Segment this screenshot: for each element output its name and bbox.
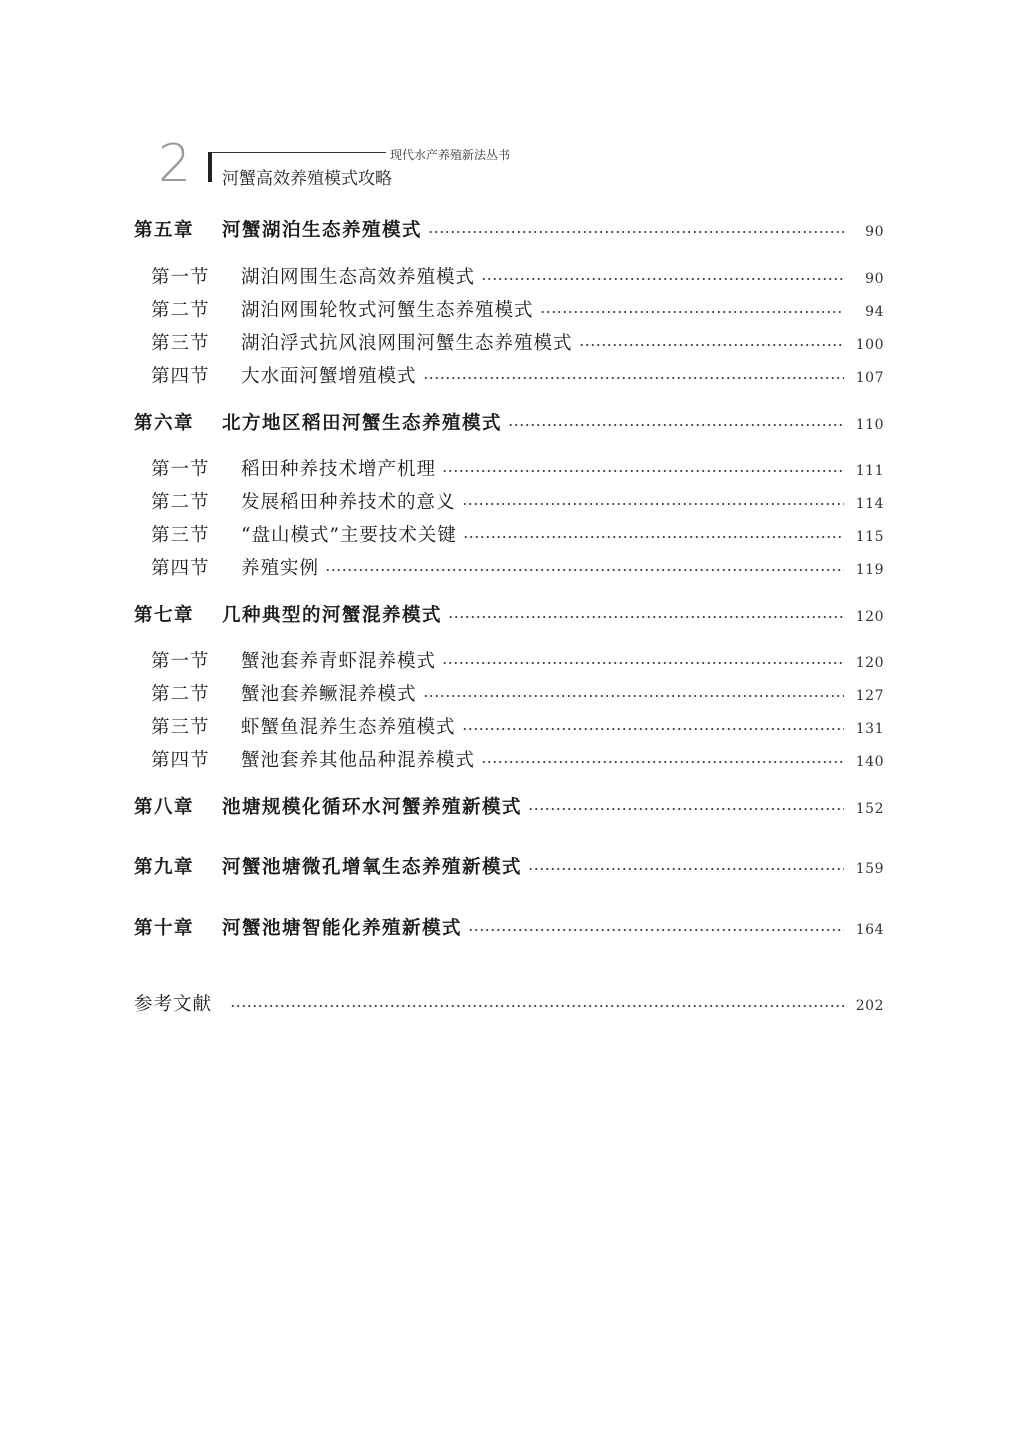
section-title: 蟹池套养青虾混养模式 bbox=[241, 651, 437, 672]
chapter-number: 第八章 bbox=[134, 797, 195, 818]
references-title: 参考文献 bbox=[134, 994, 213, 1015]
page-ref: 127 bbox=[855, 688, 884, 704]
toc-chapter-8[interactable] bbox=[134, 794, 884, 822]
chapter-number: 第五章 bbox=[134, 220, 195, 241]
section-number: 第四节 bbox=[151, 366, 210, 387]
chapter-title: 北方地区稻田河蟹生态养殖模式 bbox=[222, 413, 503, 434]
page-ref: 115 bbox=[855, 529, 884, 545]
section-number: 第三节 bbox=[151, 525, 210, 546]
toc-section-6-3[interactable] bbox=[134, 522, 884, 550]
section-number: 第一节 bbox=[151, 651, 210, 672]
dot-leader bbox=[528, 805, 844, 813]
dot-leader bbox=[448, 613, 844, 621]
dot-leader bbox=[428, 228, 844, 236]
book-title: 河蟹高效养殖模式攻略 bbox=[222, 169, 392, 189]
dot-leader bbox=[230, 1002, 844, 1010]
toc-chapter-6[interactable] bbox=[134, 410, 884, 438]
dot-leader bbox=[579, 341, 844, 349]
page-ref: 110 bbox=[855, 417, 884, 433]
section-number: 第一节 bbox=[151, 459, 210, 480]
section-number: 第二节 bbox=[151, 684, 210, 705]
section-title: 稻田种养技术增产机理 bbox=[241, 459, 437, 480]
chapter-title: 池塘规模化循环水河蟹养殖新模式 bbox=[222, 797, 523, 818]
dot-leader bbox=[540, 308, 844, 316]
page-ref: 90 bbox=[865, 224, 884, 240]
toc-section-6-4[interactable] bbox=[134, 555, 884, 583]
dot-leader bbox=[442, 467, 844, 475]
dot-leader bbox=[528, 865, 844, 873]
page-ref: 164 bbox=[855, 922, 884, 938]
section-title: “盘山模式”主要技术关键 bbox=[241, 525, 457, 546]
toc-section-7-2[interactable] bbox=[134, 681, 884, 709]
toc-chapter-9[interactable] bbox=[134, 854, 884, 882]
dot-leader bbox=[463, 533, 844, 541]
dot-leader bbox=[468, 926, 844, 934]
chapter-number: 第七章 bbox=[134, 605, 195, 626]
dot-leader bbox=[481, 275, 844, 283]
page-number: 2 bbox=[158, 134, 192, 194]
page-ref: 114 bbox=[855, 496, 884, 512]
page-ref: 119 bbox=[855, 562, 884, 578]
dot-leader bbox=[462, 500, 844, 508]
toc-chapter-10[interactable] bbox=[134, 915, 884, 943]
chapter-title: 河蟹湖泊生态养殖模式 bbox=[222, 220, 423, 241]
dot-leader bbox=[508, 421, 844, 429]
toc-section-6-2[interactable] bbox=[134, 489, 884, 517]
toc-chapter-5[interactable] bbox=[134, 217, 884, 245]
section-title: 养殖实例 bbox=[241, 558, 320, 579]
section-number: 第二节 bbox=[151, 300, 210, 321]
section-title: 湖泊网围生态高效养殖模式 bbox=[241, 267, 476, 288]
section-number: 第四节 bbox=[151, 558, 210, 579]
toc-references[interactable] bbox=[134, 991, 884, 1019]
page-ref: 120 bbox=[855, 609, 884, 625]
dot-leader bbox=[423, 692, 844, 700]
dot-leader bbox=[462, 725, 844, 733]
toc-section-6-1[interactable] bbox=[134, 456, 884, 484]
section-title: 发展稻田种养技术的意义 bbox=[241, 492, 456, 513]
page-ref: 107 bbox=[855, 370, 884, 386]
section-title: 虾蟹鱼混养生态养殖模式 bbox=[241, 717, 456, 738]
toc-section-7-4[interactable] bbox=[134, 747, 884, 775]
section-number: 第三节 bbox=[151, 717, 210, 738]
page-ref: 90 bbox=[865, 271, 884, 287]
section-title: 湖泊浮式抗风浪网围河蟹生态养殖模式 bbox=[241, 333, 573, 354]
chapter-number: 第十章 bbox=[134, 918, 195, 939]
dot-leader bbox=[442, 659, 844, 667]
toc-section-5-3[interactable] bbox=[134, 330, 884, 358]
page-ref: 100 bbox=[855, 337, 884, 353]
series-title: 现代水产养殖新法丛书 bbox=[386, 146, 510, 163]
page-ref: 152 bbox=[855, 801, 884, 817]
dot-leader bbox=[325, 566, 844, 574]
section-number: 第四节 bbox=[151, 750, 210, 771]
section-title: 大水面河蟹增殖模式 bbox=[241, 366, 417, 387]
toc-section-5-1[interactable] bbox=[134, 264, 884, 292]
dot-leader bbox=[481, 758, 844, 766]
section-number: 第一节 bbox=[151, 267, 210, 288]
toc-section-7-1[interactable] bbox=[134, 648, 884, 676]
page-ref: 131 bbox=[855, 721, 884, 737]
chapter-title: 几种典型的河蟹混养模式 bbox=[222, 605, 443, 626]
chapter-number: 第六章 bbox=[134, 413, 195, 434]
toc-section-7-3[interactable] bbox=[134, 714, 884, 742]
chapter-title: 河蟹池塘微孔增氧生态养殖新模式 bbox=[222, 857, 523, 878]
page-ref: 94 bbox=[865, 304, 884, 320]
toc-chapter-7[interactable] bbox=[134, 602, 884, 630]
toc-section-5-2[interactable] bbox=[134, 297, 884, 325]
chapter-number: 第九章 bbox=[134, 857, 195, 878]
page-ref: 159 bbox=[855, 861, 884, 877]
page-ref: 202 bbox=[855, 998, 884, 1014]
section-number: 第三节 bbox=[151, 333, 210, 354]
page-ref: 111 bbox=[855, 463, 884, 479]
chapter-title: 河蟹池塘智能化养殖新模式 bbox=[222, 918, 463, 939]
section-title: 蟹池套养鳜混养模式 bbox=[241, 684, 417, 705]
dot-leader bbox=[423, 374, 844, 382]
table-of-contents bbox=[134, 0, 884, 1433]
page-ref: 140 bbox=[855, 754, 884, 770]
toc-section-5-4[interactable] bbox=[134, 363, 884, 391]
section-title: 湖泊网围轮牧式河蟹生态养殖模式 bbox=[241, 300, 534, 321]
section-title: 蟹池套养其他品种混养模式 bbox=[241, 750, 476, 771]
section-number: 第二节 bbox=[151, 492, 210, 513]
page-ref: 120 bbox=[855, 655, 884, 671]
